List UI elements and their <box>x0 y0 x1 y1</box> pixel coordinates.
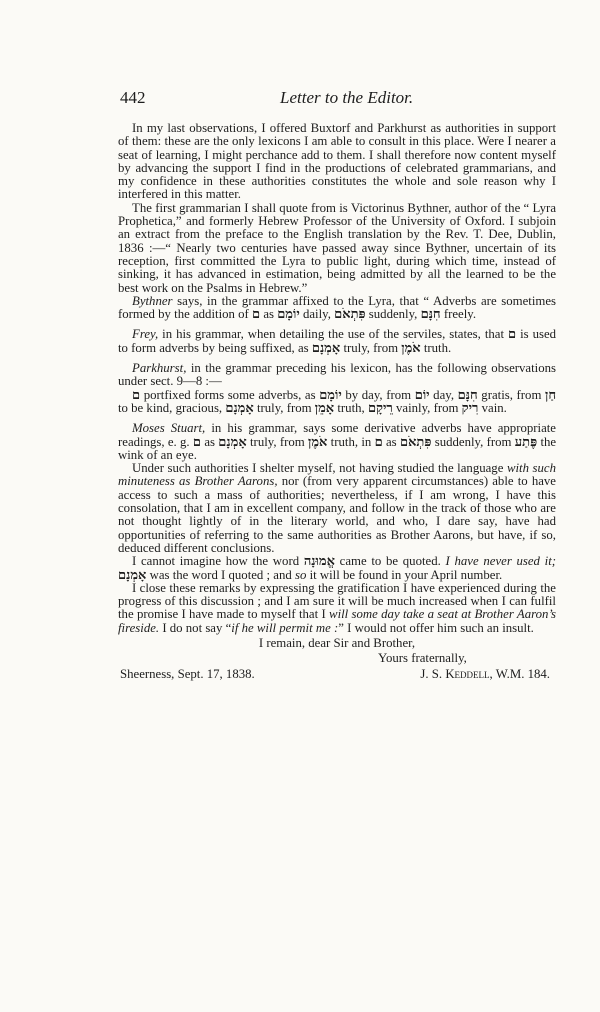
hebrew-word: חִנָּם <box>457 387 478 403</box>
text: vainly, from <box>396 400 459 415</box>
paragraph-close <box>118 582 556 635</box>
hebrew-word: רֵיקָם <box>367 400 393 416</box>
hebrew-word: פֶּתַע <box>514 434 538 450</box>
text: truth, in <box>330 434 372 449</box>
paragraph-1: In my last observations, I offered Buxtorf and Parkhurst as authorities in support of them: these are the only lexicons I am able to consult in this place. Were I nearer a seat of learning, I might perchance add to them. I shall therefore now content myself by advancing the support I find in the productions of celebrated grammarians, and my confidence in these authorities constitutes the whole and sole reason why I interfered in this matter. <box>118 121 556 202</box>
yours-fraternally: Yours fraternally, <box>378 651 467 666</box>
text: as <box>204 434 215 449</box>
hebrew-word: אָמֵן <box>314 400 335 416</box>
paragraph-frey <box>118 328 556 355</box>
stuart-name: Moses Stuart, <box>132 421 206 436</box>
italic-text: if he will permit me : <box>231 620 339 635</box>
hebrew-word: אָמְנָם <box>218 434 247 450</box>
page-number: 442 <box>120 88 146 107</box>
hebrew-word: פִּתְאֹם <box>334 307 366 323</box>
hebrew-word: אָמְנָם <box>225 400 254 416</box>
paragraph-parkhurst <box>118 362 556 389</box>
paragraph-2: The first grammarian I shall quote from is Victorinus Bythner, author of the “ Lyra Prophetica,” and formerly Hebrew Professor of the University of Oxford. I subjoin an extract from the preface to the English translation by the Rev. T. Dee, Dublin, 1836 :—“ Nearly two centuries have passed away since Bythner, uncertain of its reception, first committed the Lyra to public light, during which time, instead of sinking, it has advanced in estimation, being admitted by all the learned to be the best work on the Psalms in Hebrew.” <box>118 200 556 295</box>
text: in his grammar, when detailing the use of the serviles, states, that <box>162 327 505 342</box>
text: portfixed forms some adverbs, as <box>143 387 316 402</box>
hebrew-word: ם <box>251 307 261 323</box>
paragraph-word-quoted <box>118 555 556 582</box>
text: I close these remarks by expressing the gratification I have experienced during the progress of this discussion ; and I am sure it will be much increased when I can fulfil the promise I have made to myself that I <box>118 580 556 622</box>
hebrew-word: אָמְנָם <box>118 567 147 583</box>
hebrew-word: ם <box>374 434 383 450</box>
hebrew-word: חִנָּם <box>420 307 441 323</box>
text: was the word I quoted ; and <box>149 567 292 582</box>
text: Under such authorities I shelter myself, not having studied the language <box>132 461 504 476</box>
signature-row <box>118 668 556 681</box>
hebrew-word: אֹמֶן <box>308 434 328 450</box>
text: came to be quoted. <box>339 554 441 569</box>
text: I do not say “ <box>162 620 232 635</box>
text: day, <box>433 387 455 402</box>
hebrew-word: פִּתְאֹם <box>399 434 432 450</box>
italic-text: with such minuteness as Brother Aarons, <box>118 461 556 489</box>
italic-text: so <box>294 567 307 582</box>
text: says, in the grammar affixed to the Lyra, that “ Adverbs are sometimes formed by the addition of <box>118 293 557 322</box>
text: I cannot imagine how the word <box>132 554 300 569</box>
hebrew-word: יוֹמָם <box>319 387 342 403</box>
paragraph-parkhurst-quote <box>118 389 556 416</box>
hebrew-word: אֹמֶן <box>401 340 421 356</box>
text: vain. <box>481 400 507 415</box>
hebrew-word: יוֹם <box>414 387 430 403</box>
closing-line: I remain, dear Sir and Brother, <box>258 635 416 650</box>
italic-text: I have never used it; <box>445 554 557 569</box>
hebrew-word: אֱמוּנָה <box>303 554 335 570</box>
hebrew-word: ם <box>132 387 141 403</box>
hebrew-word: ם <box>192 434 202 450</box>
text: to be kind, gracious, <box>118 400 223 415</box>
text: truth. <box>423 340 452 355</box>
text: ” I would not offer him such an insult. <box>338 620 534 635</box>
text: freely. <box>443 307 477 322</box>
place-date: Sheerness, Sept. 17, 1838. <box>120 666 255 681</box>
text: in his grammar, says some derivative adverbs have appropriate readings, e. g. <box>118 421 556 449</box>
paragraph-bythner <box>118 295 556 322</box>
text: in the grammar preceding his lexicon, has the following observations under sect. 9—8 :— <box>118 361 556 389</box>
text: it will be found in your April number. <box>309 567 503 582</box>
letter-body <box>118 122 556 681</box>
frey-name: Frey, <box>132 327 159 342</box>
text: nor (from very apparent circumstances) able to have access to such a mass of authorities; nevertheless, if I am wrong, I have this consolation, that I am in excellent company, and follow in the track of those who are not thought lightly of in the literary world, and who, I dare say, have had opportunities of referring to the same authorities as Brother Aarons, but have, if so, deduced different conclusions. <box>118 474 556 555</box>
running-title: Letter to the Editor. <box>280 88 414 107</box>
text: is used to form adverbs by being suffixed, as <box>118 327 557 355</box>
text: as <box>263 307 274 322</box>
signature: J. S. Keddell, W.M. 184. <box>420 666 550 681</box>
hebrew-word: ם <box>507 327 517 343</box>
hebrew-word: אָמְנָם <box>311 340 341 356</box>
hebrew-word: יוֹמָם <box>277 307 300 323</box>
text: as <box>386 434 397 449</box>
text: truth, <box>337 400 365 415</box>
text: truly, from <box>256 400 312 415</box>
paragraph-authorities <box>118 462 556 555</box>
text: suddenly, from <box>434 434 512 449</box>
text: truly, from <box>343 340 399 355</box>
page-header <box>120 88 570 112</box>
italic-text: will some day take a seat at Brother Aaron’s fireside. <box>118 607 556 635</box>
text: suddenly, <box>368 307 418 322</box>
text: by day, from <box>345 387 412 402</box>
paragraph-stuart <box>118 422 556 462</box>
text: the wink of an eye. <box>118 434 557 462</box>
parkhurst-name: Parkhurst, <box>132 361 187 376</box>
text: gratis, from <box>481 387 542 402</box>
hebrew-word: חַן <box>545 387 557 403</box>
text: daily, <box>302 307 331 322</box>
hebrew-word: רִיק <box>461 400 479 416</box>
bythner-name: Bythner <box>132 293 173 308</box>
text: truly, from <box>250 434 305 449</box>
